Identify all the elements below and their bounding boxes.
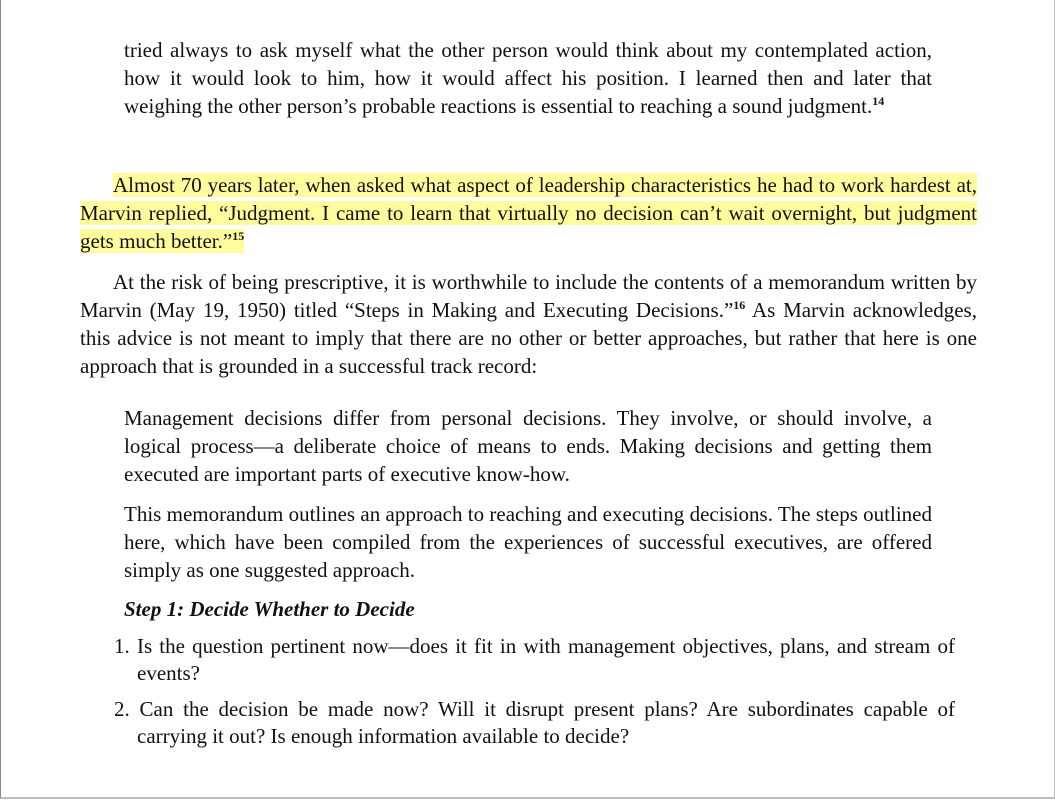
memo-intro-text-before: At the risk of being prescriptive, it is worthwhile to include the contents of a memorandum written by Marvin (May 19, 1950) titled “Steps in Making and Executing Decisions.” — [80, 270, 977, 322]
memo-paragraph-2: This memorandum outlines an approach to reaching and executing decisions. The steps outlined here, which have been compiled from the experiences of successful executives, are offered simply as one suggested approach. — [124, 502, 932, 582]
step-heading: Step 1: Decide Whether to Decide — [124, 597, 415, 621]
footnote-ref-15[interactable]: 15 — [232, 229, 245, 243]
memo-paragraph-1: Management decisions differ from personal decisions. They involve, or should involve, a logical process—a deliberate choice of means to ends. Making decisions and getting them executed are important parts of executive know-how. — [124, 406, 932, 486]
footnote-ref-16[interactable]: 16 — [733, 298, 746, 312]
memo-intro-text-after: As Marvin acknowledges, this advice is not meant to imply that there are no other or better approaches, but rather that here is one approach that is grounded in a successful track record: — [80, 298, 977, 378]
highlighted-paragraph — [80, 171, 977, 255]
memo-intro-paragraph — [80, 268, 977, 380]
quote-top-text: tried always to ask myself what the other person would think about my contemplated action, how it would look to him, how it would affect his position. I learned then and later that weighing the other person’s probable reactions is essential to reaching a sound judgment. — [124, 38, 932, 118]
list-item: 1. Is the question pertinent now—does it fit in with management objectives, plans, and stream of events? — [114, 634, 955, 685]
block-quote-top — [124, 36, 932, 120]
list-item: 2. Can the decision be made now? Will it disrupt present plans? Are subordinates capable of carrying it out? Is enough information available to decide? — [114, 697, 955, 748]
highlight — [80, 173, 977, 253]
footnote-ref-14[interactable]: 14 — [872, 94, 885, 108]
highlighted-paragraph-text: Almost 70 years later, when asked what aspect of leadership characteristics he had to work hardest at, Marvin replied, “Judgment. I came to learn that virtually no decision can’t wait overnight, but judgment gets much better.” — [80, 173, 977, 253]
